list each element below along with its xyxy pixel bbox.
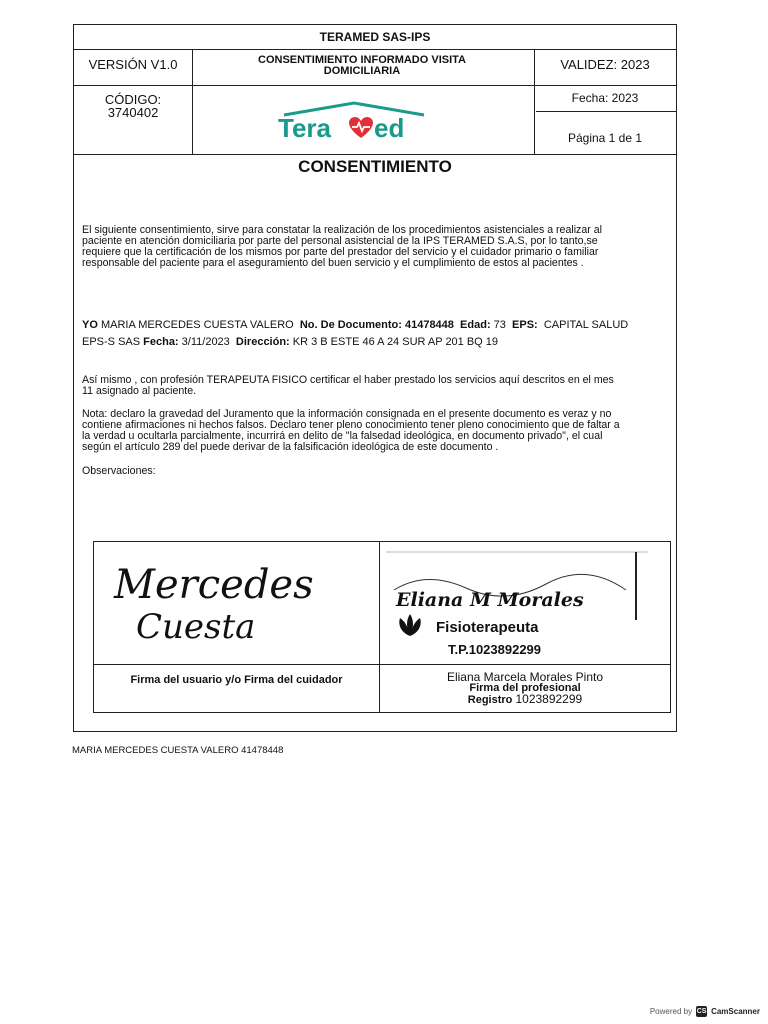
teramed-logo <box>274 101 434 141</box>
professional-signature-label: Firma del profesional <box>469 682 581 694</box>
document-number: 41478448 <box>404 319 454 331</box>
org-header: TERAMED SAS-IPS <box>74 25 676 50</box>
patient-info <box>82 317 668 351</box>
patient-name: MARIA MERCEDES CUESTA VALERO <box>100 319 294 331</box>
professional-signature-block <box>380 672 670 706</box>
intro-line: El siguiente consentimiento, sirve para constatar la realización de los procedimientos asistenciales a realizar al <box>82 224 602 236</box>
signature-line-2: Cuesta <box>136 607 256 647</box>
visit-date: 3/11/2023 <box>181 336 230 348</box>
professional-name: Eliana Marcela Morales Pinto <box>446 670 604 684</box>
intro-line: paciente en atención domiciliaria por parte del personal asistencial de la IPS TERAMED S.A.S, por lo tanto,se <box>82 235 598 247</box>
powered-by-label: Powered by <box>649 1007 693 1016</box>
eps-label: EPS: <box>512 319 538 331</box>
patient-signature <box>106 546 366 658</box>
signature-line-1: Mercedes <box>114 562 314 608</box>
consent-title: CONSENTIMIENTO <box>298 157 452 176</box>
camscanner-icon: CS <box>696 1008 707 1015</box>
registry-label: Registro <box>467 694 513 706</box>
registry-value: 1023892299 <box>515 692 583 706</box>
address-value: KR 3 B ESTE 46 A 24 SUR AP 201 BQ 19 <box>292 336 499 348</box>
heart-icon <box>349 117 373 138</box>
service-line: 11 asignado al paciente. <box>82 385 197 397</box>
note-line: Nota: declaro la gravedad del Juramento que la información consignada en el presente documento es veraz y no <box>82 408 612 420</box>
intro-line: responsable del paciente para el aseguramiento del buen servicio y el cumplimiento de estos al pacientes . <box>82 257 584 269</box>
code-label: CÓDIGO: <box>104 92 162 107</box>
footer-patient-line: MARIA MERCEDES CUESTA VALERO 41478448 <box>72 745 284 756</box>
address-label: Dirección: <box>235 336 290 348</box>
intro-paragraph <box>82 225 668 269</box>
intro-line: requiere que la certificación de los mismos por parte del prestador del servicio y el cuidador primario o familiar <box>82 246 599 258</box>
eps-value: CAPITAL SALUD <box>543 319 629 331</box>
logo-text-left: Tera <box>278 113 331 141</box>
stamp-name: Eliana M Morales <box>396 589 584 611</box>
professional-stamp <box>386 550 648 658</box>
document-title: CONSENTIMIENTO INFORMADO VISITA DOMICILIARIA <box>258 54 466 77</box>
patient-signature-label: Firma del usuario y/o Firma del cuidador <box>130 674 343 686</box>
yo-label: YO <box>82 319 98 331</box>
eps-value-continued: EPS-S SAS <box>82 336 141 348</box>
service-paragraph <box>82 375 668 397</box>
consent-document <box>73 24 677 732</box>
header-grid <box>74 49 676 155</box>
page-number: Página 1 de 1 <box>567 131 643 145</box>
note-line: según el artículo 289 del puede derivar de la falsificación ideológica de este documento . <box>82 441 499 453</box>
version-label: VERSIÓN V1.0 <box>88 57 178 72</box>
visit-date-label: Fecha: <box>143 336 179 348</box>
age-value: 73 <box>493 319 506 331</box>
camscanner-label: CamScanner <box>711 1007 760 1016</box>
stamp-title: Fisioterapeuta <box>436 619 539 636</box>
age-label: Edad: <box>460 319 491 331</box>
scanner-watermark <box>650 1006 760 1017</box>
lotus-icon <box>399 614 420 636</box>
validity-label: VALIDEZ: 2023 <box>560 57 650 72</box>
date-label: Fecha: 2023 <box>571 91 639 105</box>
logo-text-right: ed <box>374 113 405 141</box>
document-label: No. De Documento: <box>299 319 402 331</box>
note-line: la verdad u ocultarla parcialmente, incurrirá en delito de "la falsedad ideológica, en documento privado", el cual <box>82 430 603 442</box>
note-line: contiene afirmaciones ni hechos falsos. Declaro tener pleno conocimiento tener pleno conocimiento que de faltar a <box>82 419 620 431</box>
note-paragraph <box>82 409 668 453</box>
code-value: 3740402 <box>107 105 159 120</box>
signature-box <box>93 541 671 713</box>
service-line: Así mismo , con profesión TERAPEUTA FISICO certificar el haber prestado los servicios aquí descritos en el mes <box>82 374 614 386</box>
observations-label: Observaciones: <box>82 465 156 477</box>
stamp-tp: T.P.1023892299 <box>448 642 542 657</box>
